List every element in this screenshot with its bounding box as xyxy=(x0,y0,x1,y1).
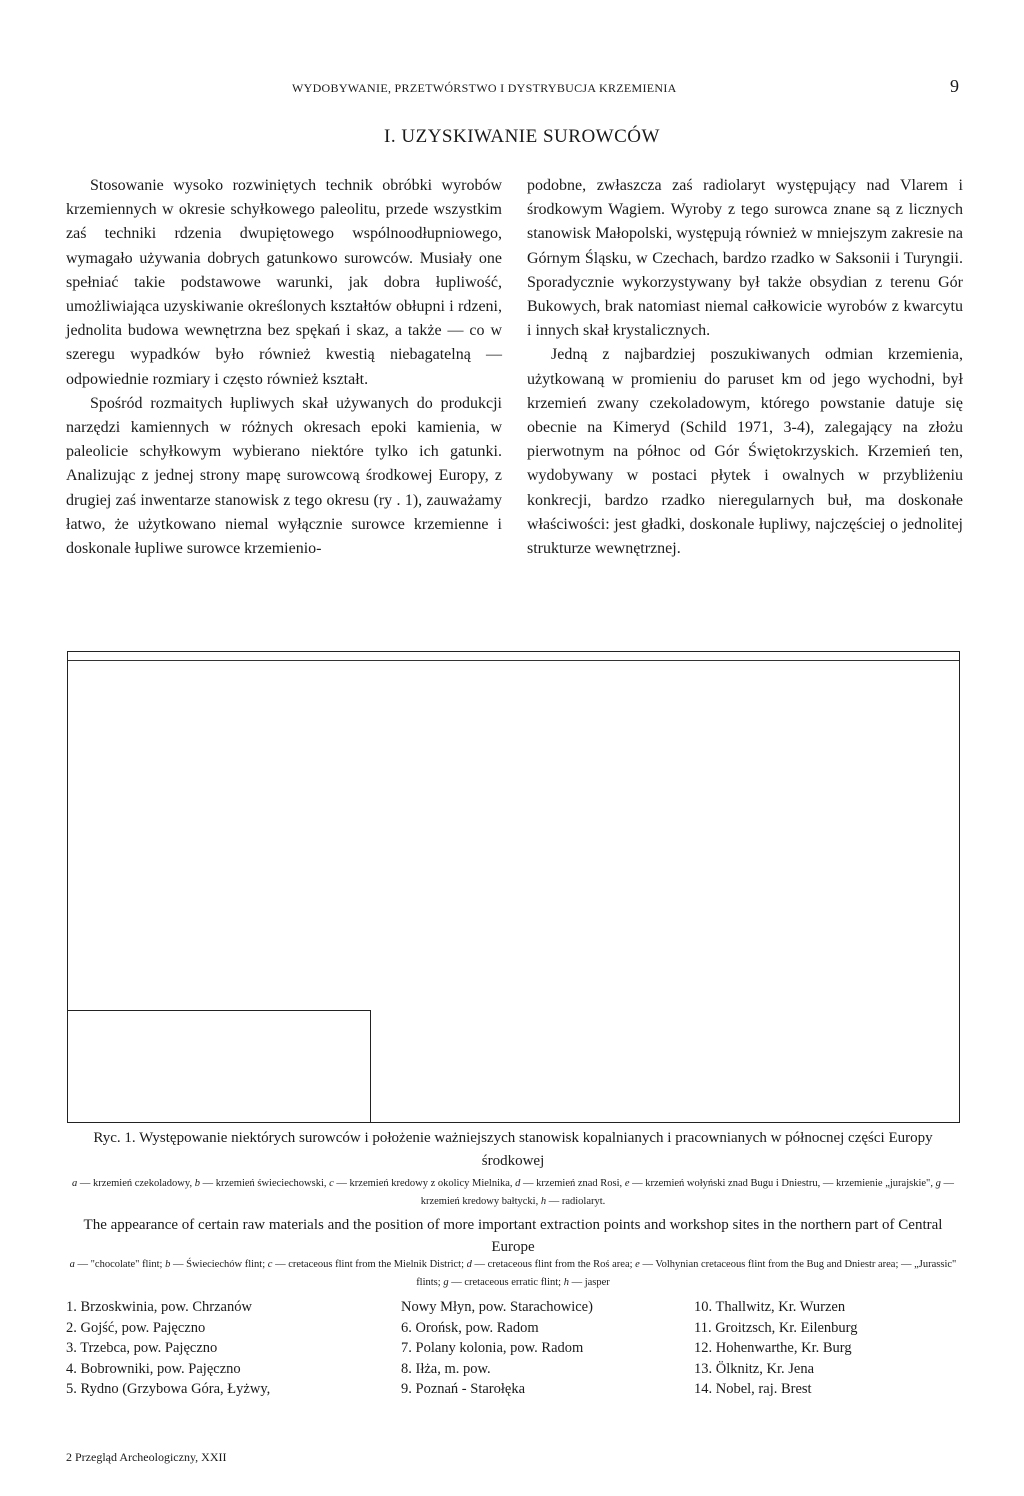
list-item: 4. Bobrowniki, pow. Pajęczno xyxy=(66,1360,241,1377)
legend-text: cretaceous erratic flint; xyxy=(464,1277,562,1288)
map-inset-box xyxy=(68,1010,371,1122)
paragraph: Jedną z najbardziej poszukiwanych odmian krzemienia, użytkowaną w promieniu do paruset km od jego wychodni, był krzemień zwany czekoladowym, którego powstanie datuje się obecnie na Kimeryd (Schild 1971, 3-4), zalegający na złożu pierwotnym na północ od Gór Świętokrzyskich. Krzemień ten, wydobywany w postaci płytek i owalnych w przybliżeniu konkrecji, bardzo rzadko nieregularnych buł, ma doskonałe właściwości: jest gładki, doskonale łupliwy, najczęściej o jednolitej strukturze wewnętrznej. xyxy=(527,346,963,558)
legend-text: "chocolate" flint; xyxy=(90,1259,163,1270)
list-item: 3. Trzebca, pow. Pajęczno xyxy=(66,1340,218,1356)
legend-key: d xyxy=(466,1259,472,1270)
legend-text: krzemienie „jurajskie", xyxy=(835,1178,933,1189)
legend-key: h xyxy=(540,1196,547,1207)
list-item: 2. Gojść, pow. Pajęczno xyxy=(66,1319,206,1336)
section-title-text: I. UZYSKIWANIE SUROWCÓW xyxy=(384,126,660,147)
footer-signature: 2 Przegląd Archeologiczny, XXII xyxy=(66,1450,227,1464)
legend-key: e xyxy=(624,1178,630,1189)
site-list-column-3 xyxy=(694,1297,964,1400)
list-item: 1. Brzoskwinia, pow. Chrzanów xyxy=(66,1299,252,1315)
legend-text: jasper xyxy=(584,1277,610,1288)
legend-key: c xyxy=(329,1178,334,1189)
list-item: 12. Hohenwarthe, Kr. Burg xyxy=(694,1340,852,1356)
legend-key: h xyxy=(563,1277,569,1288)
list-item: Nowy Młyn, pow. Starachowice) xyxy=(401,1299,593,1315)
legend-text: krzemień kredowy bałtycki, xyxy=(420,1196,539,1207)
list-item: 7. Polany kolonia, pow. Radom xyxy=(401,1340,584,1356)
legend-key: g xyxy=(443,1277,449,1288)
list-item: 5. Rydno (Grzybowa Góra, Łyżwy, xyxy=(66,1381,271,1397)
list-item: 10. Thallwitz, Kr. Wurzen xyxy=(694,1299,846,1315)
list-item: 11. Groitzsch, Kr. Eilenburg xyxy=(694,1319,858,1336)
legend-key: a xyxy=(72,1178,78,1189)
running-head: WYDOBYWANIE, PRZETWÓRSTWO I DYSTRYBUCJA KRZEMIENIA xyxy=(292,81,677,95)
legend-text: krzemień znad Rosi, xyxy=(536,1178,623,1189)
legend-key: b xyxy=(165,1259,171,1270)
legend-text: krzemień kredowy z okolicy Mielnika, xyxy=(349,1178,513,1189)
map-inner-border xyxy=(68,660,959,661)
legend-text: krzemień świeciechowski, xyxy=(215,1178,327,1189)
figure-caption-english: The appearance of certain raw materials and the position of more important extraction points and workshop sites in the northern part of Central Europe xyxy=(83,1217,943,1255)
left-column xyxy=(66,174,502,561)
list-item: 8. Iłża, m. pow. xyxy=(401,1360,491,1377)
legend-key: c xyxy=(267,1259,273,1270)
paragraph: Spośród rozmaitych łupliwych skał używanych do produkcji narzędzi kamiennych w różnych okresach epoki kamienia, w paleolicie schyłkowym wybierano niektóre tylko ich gatunki. Analizując z jednej strony mapę surowcową środkowej Europy, z drugiej zaś inwentarze stanowisk z tego okresu (ry . 1), zauważamy łatwo, że użytkowano niemal wyłącznie surowce krzemienne i doskonale łupliwe surowce krzemienio- xyxy=(66,394,502,558)
figure-legend-english: a — "chocolate" flint; b — Świeciechów flint; c — cretaceous flint from the Mielnik District; d — cretaceous flint from the Roś area; e — Volhynian cretaceous flint from the Bug and Dniestr area; — „Jurassic" flints; g — cretaceous erratic flint; h — jasper xyxy=(69,1259,957,1288)
legend-text: „Jurassic" flints; xyxy=(416,1259,957,1288)
figure-map-frame xyxy=(67,651,960,1123)
legend-key: g xyxy=(935,1178,941,1189)
site-list-column-2 xyxy=(401,1297,701,1400)
legend-text: cretaceous flint from the Roś area; xyxy=(487,1259,633,1270)
list-item: 13. Ölknitz, Kr. Jena xyxy=(694,1360,815,1377)
list-item: 14. Nobel, raj. Brest xyxy=(694,1381,812,1397)
legend-text: Volhynian cretaceous flint from the Bug and Dniestr area; xyxy=(655,1259,899,1270)
paragraph: podobne, zwłaszcza zaś radiolaryt występujący nad Vlarem i środkowym Wagiem. Wyroby z tego surowca znane są z licznych stanowisk Małopolski, występują również w mniejszym zakresie na Górnym Śląsku, w Czechach, bardzo rzadko w Saksonii i Turyngii. Sporadycznie wykorzystywany był także obsydian z terenu Gór Bukowych, brak natomiast niemal całkowicie wyrobów z kwarcytu i innych skał krystalicznych. xyxy=(527,177,963,340)
list-item: 6. Orońsk, pow. Radom xyxy=(401,1319,539,1336)
figure-caption-polish: Ryc. 1. Występowanie niektórych surowców i położenie ważniejszych stanowisk kopalnianych i pracownianych w północnej części Europy środkowej xyxy=(93,1130,933,1169)
legend-text: cretaceous flint from the Mielnik District; xyxy=(288,1259,465,1270)
page-number: 9 xyxy=(950,76,959,96)
list-item: 9. Poznań - Starołęka xyxy=(401,1381,526,1397)
legend-text: krzemień czekoladowy, xyxy=(93,1178,193,1189)
figure-legend-polish: a — krzemień czekoladowy, b — krzemień świeciechowski, c — krzemień kredowy z okolicy Mielnika, d — krzemień znad Rosi, e — krzemień wołyński znad Bugu i Dniestru, — krzemienie „jurajskie", g — krzemień kredowy bałtycki, h — radiolaryt. xyxy=(72,1178,954,1207)
legend-text: Świeciechów flint; xyxy=(186,1259,266,1270)
site-list-column-1 xyxy=(66,1297,396,1400)
section-title xyxy=(0,126,1024,148)
legend-key: d xyxy=(515,1178,521,1189)
legend-text: krzemień wołyński znad Bugu i Dniestru, xyxy=(645,1178,821,1189)
legend-key: a xyxy=(69,1259,75,1270)
right-column xyxy=(527,174,963,561)
paragraph: Stosowanie wysoko rozwiniętych technik obróbki wyrobów krzemiennych w okresie schyłkowego paleolitu, przede wszystkim zaś techniki rdzenia dwupiętowego wspólnoodłupniowego, wymagało używania dobrych gatunkowo surowców. Musiały one spełniać takie podstawowe warunki, jak dobra łupliwość, umożliwiająca uzyskiwanie określonych kształtów obłupni i rdzeni, jednolita budowa wewnętrzna bez spękań i skaz, a także — co w szeregu wypadków było również kwestią niebagatelną — odpowiednie rozmiary i często również kształt. xyxy=(66,177,502,388)
legend-key: e xyxy=(635,1259,640,1270)
legend-key: b xyxy=(194,1178,200,1189)
legend-text: radiolaryt. xyxy=(561,1196,606,1207)
